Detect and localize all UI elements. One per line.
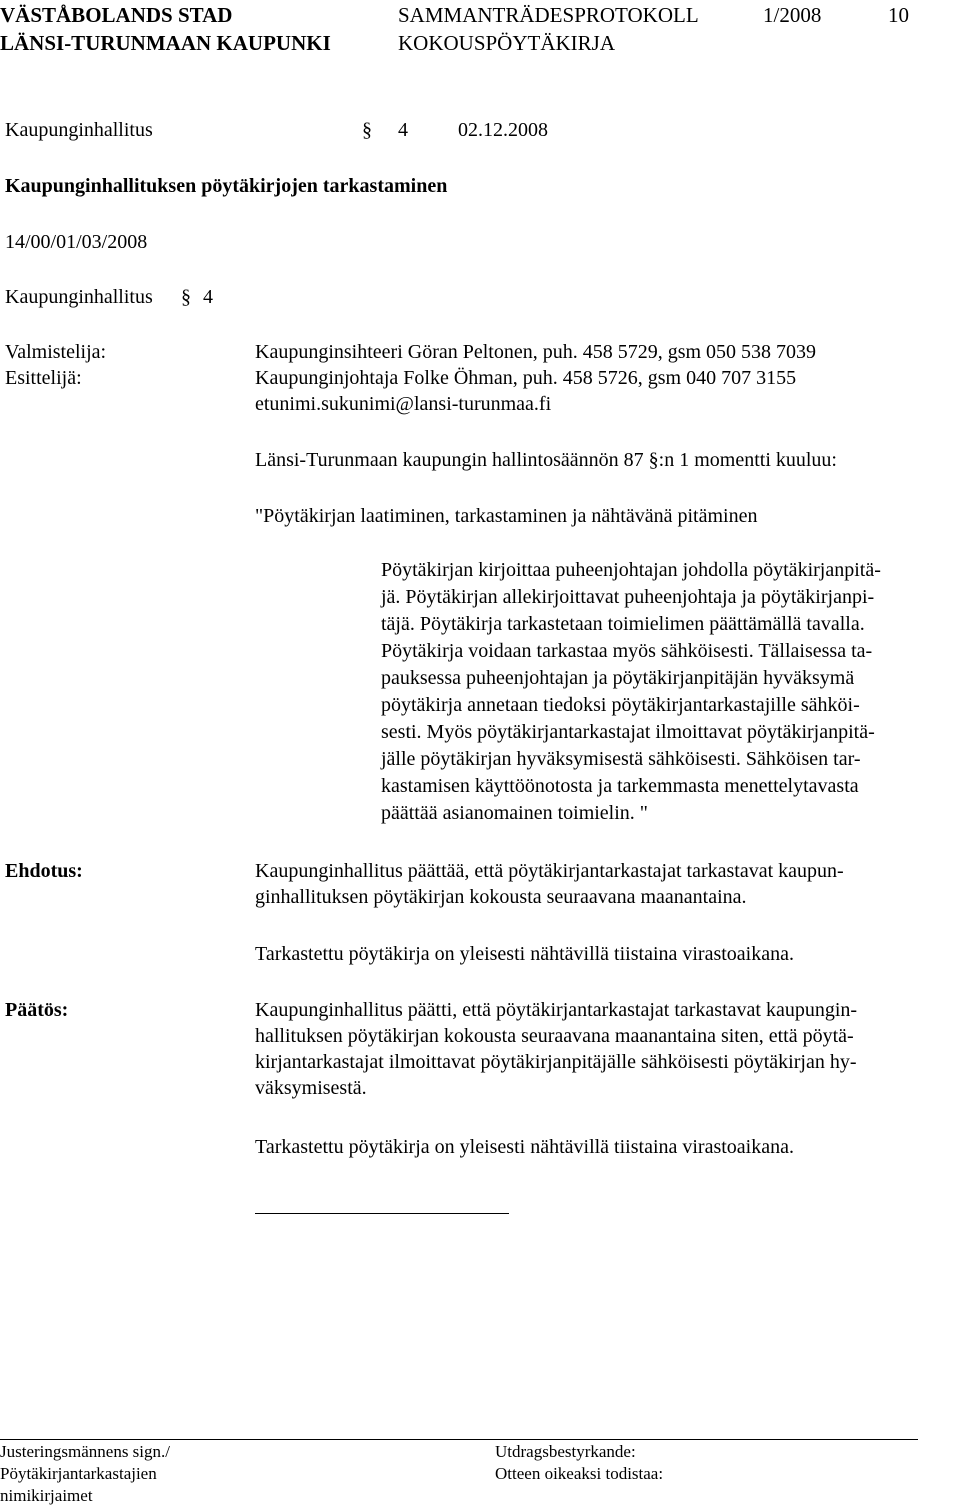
quote-body — [381, 557, 881, 827]
presenter-label: Esittelijä: — [5, 367, 82, 389]
quote-heading: "Pöytäkirjan laatiminen, tarkastaminen ja nähtävänä pitäminen — [255, 505, 758, 527]
item-reference: 14/00/01/03/2008 — [5, 231, 148, 253]
preparer-label: Valmistelija: — [5, 341, 107, 363]
quote-line: kastamisen käyttöönotosta ja tarkemmasta menettelytavasta — [381, 775, 859, 797]
footer-left-line: Pöytäkirjantarkastajien — [0, 1464, 157, 1483]
footer-right-line: Otteen oikeaksi todistaa: — [495, 1464, 664, 1483]
quote-line: päättää asianomainen toimielin. " — [381, 802, 648, 824]
section-number: 4 — [398, 119, 408, 141]
issue-number: 1/2008 — [763, 3, 822, 27]
preparer-value: Kaupunginsihteeri Göran Peltonen, puh. 458 5729, gsm 050 538 7039 — [255, 341, 817, 363]
footer-right — [495, 1441, 663, 1485]
decision-line: Kaupunginhallitus päätti, että pöytäkirjantarkastajat tarkastavat kaupungin- — [255, 999, 858, 1021]
quote-line: sesti. Myös pöytäkirjantarkastajat ilmoittavat pöytäkirjanpitä- — [381, 721, 875, 743]
quote-line: Pöytäkirja voidaan tarkastaa myös sähköisesti. Tällaisessa ta- — [381, 640, 873, 662]
footer-left — [0, 1441, 170, 1507]
contact-email: etunimi.sukunimi@lansi-turunmaa.fi — [255, 393, 552, 415]
org-name-swedish: VÄSTÅBOLANDS STAD — [0, 3, 233, 27]
proposal-line: Kaupunginhallitus päättää, että pöytäkirjantarkastajat tarkastavat kaupun- — [255, 860, 844, 882]
section-sign: § — [362, 119, 372, 141]
intro-before: Länsi-Turunmaan kaupungin hallintosäännön 87 — [255, 449, 644, 471]
decision-note: Tarkastettu pöytäkirja on yleisesti nähtävillä tiistaina virastoaikana. — [255, 1136, 794, 1158]
page-number: 10 — [888, 3, 909, 27]
quote-line: pauksessa puheenjohtajan ja pöytäkirjanpitäjän hyväksymä — [381, 667, 855, 689]
decision-line: kirjantarkastajat ilmoittavat pöytäkirjanpitäjälle sähköisesti pöytäkirjan hy- — [255, 1051, 857, 1073]
meeting-date: 02.12.2008 — [458, 119, 548, 141]
footer-right-line: Utdragsbestyrkande: — [495, 1442, 636, 1461]
footer-rule — [0, 1439, 918, 1440]
decision-label: Päätös: — [5, 999, 69, 1021]
quote-line: täjä. Pöytäkirja tarkastetaan toimielimen päättämällä tavalla. — [381, 613, 865, 635]
decision-line: väksymisestä. — [255, 1077, 367, 1099]
item-section-sign: § — [181, 286, 191, 308]
doc-type-swedish: SAMMANTRÄDESPROTOKOLL — [398, 3, 699, 27]
intro-after: :n 1 momentti kuuluu: — [658, 449, 837, 471]
quote-line: pöytäkirja annetaan tiedoksi pöytäkirjantarkastajille sähköi- — [381, 694, 860, 716]
quote-line: jälle pöytäkirjan hyväksymisestä sähköisesti. Sähköisen tar- — [381, 748, 861, 770]
intro-section-sign: § — [648, 449, 659, 471]
decision-line: hallituksen pöytäkirjan kokousta seuraavana maanantaina siten, että pöytä- — [255, 1025, 854, 1047]
item-title: Kaupunginhallituksen pöytäkirjojen tarkastaminen — [5, 175, 448, 197]
proposal-text — [255, 858, 844, 910]
proposal-label: Ehdotus: — [5, 860, 83, 882]
item-body: Kaupunginhallitus — [5, 286, 153, 308]
doc-type-finnish: KOKOUSPÖYTÄKIRJA — [398, 31, 616, 55]
quote-line: Pöytäkirjan kirjoittaa puheenjohtajan johdolla pöytäkirjanpitä- — [381, 559, 881, 581]
proposal-note: Tarkastettu pöytäkirja on yleisesti nähtävillä tiistaina virastoaikana. — [255, 943, 794, 965]
footer-left-line: nimikirjaimet — [0, 1486, 93, 1505]
org-name-finnish: LÄNSI-TURUNMAAN KAUPUNKI — [0, 31, 331, 55]
decision-text — [255, 997, 857, 1101]
item-section-number: 4 — [203, 286, 213, 308]
quote-line: jä. Pöytäkirjan allekirjoittavat puheenjohtaja ja pöytäkirjanpi- — [381, 586, 875, 608]
separator-line — [255, 1213, 509, 1214]
proposal-line: ginhallituksen pöytäkirjan kokousta seuraavana maanantaina. — [255, 886, 747, 908]
presenter-value: Kaupunginjohtaja Folke Öhman, puh. 458 5726, gsm 040 707 3155 — [255, 367, 797, 389]
intro-text — [255, 447, 837, 473]
meeting-body: Kaupunginhallitus — [5, 119, 153, 141]
footer-left-line: Justeringsmännens sign./ — [0, 1442, 170, 1461]
